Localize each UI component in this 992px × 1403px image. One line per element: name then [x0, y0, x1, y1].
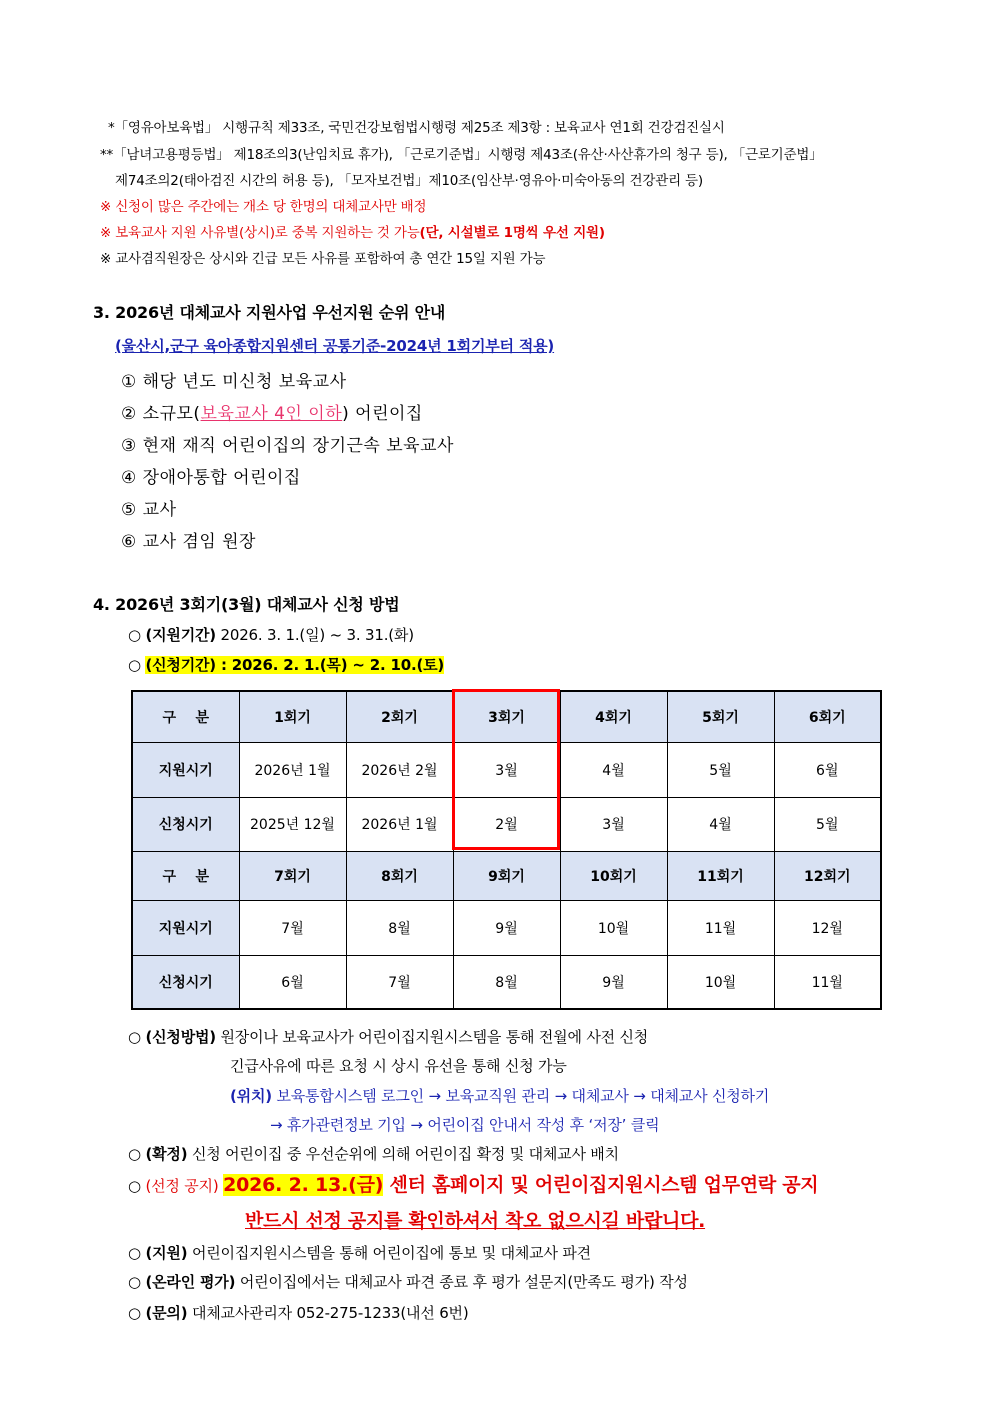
table-cell: 2월 [453, 797, 560, 851]
table-cell: 2026년 1월 [239, 742, 346, 797]
confirm-mark: ○ [128, 1145, 146, 1163]
table-cell: 12회기 [774, 851, 881, 900]
priority-1: ① 해당 년도 미신청 보육교사 [121, 372, 347, 392]
table-cell: 11월 [774, 955, 881, 1009]
note-labor-law: **「남녀고용평등법」 제18조의3(난임치료 휴가), 「근로기준법」시행령 제43조(유산·사산휴가의 청구 등), 「근로기준법」 [100, 147, 823, 163]
note-health-check: *「영유아보육법」 시행규칙 제33조, 국민건강보험법시행령 제25조 제3항 : 보육교사 연1회 건강검진실시 [108, 120, 725, 136]
apply-method-emergency: 긴급사유에 따른 요청 시 상시 유선을 통해 신청 가능 [230, 1057, 567, 1075]
table-cell: 2026년 2월 [346, 742, 453, 797]
table-cell: 10회기 [560, 851, 667, 900]
table-cell: 7월 [239, 900, 346, 955]
table-cell: 9회기 [453, 851, 560, 900]
apply-location-path: 보육통합시스템 로그인 → 보육교직원 관리 → 대체교사 → 대체교사 신청하기 [271, 1087, 770, 1105]
table-cell: 8월 [346, 900, 453, 955]
apply-period-text: (신청기간) : 2026. 2. 1.(목) ~ 2. 10.(토) [145, 656, 445, 674]
table-cell: 5월 [774, 797, 881, 851]
inquiry-label: (문의) [145, 1304, 188, 1322]
support-period-label: (지원기간) [145, 626, 216, 644]
priority-2 [121, 399, 423, 424]
table-cell: 7회기 [239, 851, 346, 900]
notice-label: (선정 공지) [145, 1177, 224, 1195]
table-cell: 4월 [667, 797, 774, 851]
table-cell: 신청시기 [132, 955, 239, 1009]
table-cell: 신청시기 [132, 797, 239, 851]
inquiry-line [128, 1302, 469, 1323]
notice-date: 2026. 2. 13.(금) [223, 1174, 384, 1196]
notice-line [128, 1170, 818, 1197]
priority-2-condition: 보육교사 4인 이하 [200, 404, 343, 424]
table-cell: 12월 [774, 900, 881, 955]
notice-mark: ○ [128, 1177, 146, 1195]
confirm-text: 신청 어린이집 중 우선순위에 의해 어린이집 확정 및 대체교사 배치 [187, 1145, 619, 1163]
section3-subtitle: (울산시,군구 육아종합지원센터 공통기준-2024년 1회기부터 적용) [115, 337, 555, 355]
priority-2-prefix: ② 소규모( [121, 404, 201, 424]
note-weekly-limit: ※ 신청이 많은 주간에는 개소 당 한명의 대체교사만 배정 [100, 199, 427, 215]
priority-4: ④ 장애아통합 어린이집 [121, 468, 301, 488]
table-cell: 2026년 1월 [346, 797, 453, 851]
table-cell: 5회기 [667, 691, 774, 742]
table-cell: 9월 [453, 900, 560, 955]
table-cell: 4회기 [560, 691, 667, 742]
note-director: ※ 교사겸직원장은 상시와 긴급 모든 사유를 포함하여 총 연간 15일 지원 가능 [100, 251, 546, 267]
table-row-apply-2 [132, 955, 881, 1009]
priority-6: ⑥ 교사 겸임 원장 [121, 532, 256, 552]
table-cell: 7월 [346, 955, 453, 1009]
priority-3: ③ 현재 재직 어린이집의 장기근속 보육교사 [121, 436, 454, 456]
evaluation-text: 어린이집에서는 대체교사 파견 종료 후 평가 설문지(만족도 평가) 작성 [235, 1273, 688, 1291]
support-line [128, 1242, 591, 1263]
table-cell: 구 분 [132, 851, 239, 900]
table-cell: 5월 [667, 742, 774, 797]
table-cell: 지원시기 [132, 742, 239, 797]
apply-method-mark: ○ [128, 1028, 146, 1046]
evaluation-line [128, 1271, 688, 1292]
table-cell: 8월 [453, 955, 560, 1009]
table-row-header-2 [132, 851, 881, 900]
support-period [128, 624, 414, 645]
table-cell: 10월 [560, 900, 667, 955]
current-round-highlight-box [452, 689, 560, 850]
note-labor-law-cont: 제74조의2(태아검진 시간의 허용 등), 「모자보건법」제10조(임산부·영유아·미숙아동의 건강관리 등) [115, 173, 703, 189]
table-cell: 3회기 [453, 691, 560, 742]
section4-title: 4. 2026년 3회기(3월) 대체교사 신청 방법 [93, 595, 400, 614]
table-cell: 6월 [239, 955, 346, 1009]
table-cell: 9월 [560, 955, 667, 1009]
apply-location-label: (위치) [230, 1087, 272, 1105]
table-cell: 11월 [667, 900, 774, 955]
table-row-support-2 [132, 900, 881, 955]
table-cell: 10월 [667, 955, 774, 1009]
support-label: (지원) [145, 1244, 188, 1262]
evaluation-label: (온라인 평가) [145, 1273, 236, 1291]
apply-method [128, 1026, 648, 1047]
inquiry-mark: ○ [128, 1304, 146, 1322]
table-cell: 구 분 [132, 691, 239, 742]
note-duplicate [100, 221, 605, 241]
apply-location [230, 1085, 769, 1106]
table-cell: 1회기 [239, 691, 346, 742]
table-cell: 11회기 [667, 851, 774, 900]
support-period-value: 2026. 3. 1.(일) ~ 3. 31.(화) [215, 626, 414, 644]
apply-period [128, 654, 444, 675]
support-mark: ○ [128, 1244, 146, 1262]
table-cell: 6월 [774, 742, 881, 797]
table-cell: 4월 [560, 742, 667, 797]
table-cell: 8회기 [346, 851, 453, 900]
section3-title: 3. 2026년 대체교사 지원사업 우선지원 순위 안내 [93, 303, 446, 322]
notice-text: 센터 홈페이지 및 어린이집지원시스템 업무연락 공지 [383, 1174, 819, 1196]
inquiry-text: 대체교사관리자 052-275-1233(내선 6번) [187, 1304, 469, 1322]
evaluation-mark: ○ [128, 1273, 146, 1291]
apply-method-text: 원장이나 보육교사가 어린이집지원시스템을 통해 전월에 사전 신청 [215, 1028, 649, 1046]
support-text: 어린이집지원시스템을 통해 어린이집에 통보 및 대체교사 파견 [187, 1244, 591, 1262]
support-period-mark: ○ [128, 626, 146, 644]
apply-method-label: (신청방법) [145, 1028, 216, 1046]
priority-5: ⑤ 교사 [121, 500, 177, 520]
note-duplicate-text: ※ 보육교사 지원 사유별(상시)로 중복 지원하는 것 가능 [100, 225, 420, 241]
confirm-line [128, 1143, 619, 1164]
table-cell: 2회기 [346, 691, 453, 742]
apply-location-path-cont: → 휴가관련정보 기입 → 어린이집 안내서 작성 후 ‘저장’ 클릭 [270, 1116, 660, 1134]
confirm-label: (확정) [145, 1145, 188, 1163]
table-cell: 6회기 [774, 691, 881, 742]
apply-period-mark: ○ [128, 656, 146, 674]
table-cell: 3월 [453, 742, 560, 797]
table-cell: 2025년 12월 [239, 797, 346, 851]
table-cell: 3월 [560, 797, 667, 851]
notice-warning: 반드시 선정 공지를 확인하셔서 착오 없으시길 바랍니다. [245, 1210, 706, 1232]
table-cell: 지원시기 [132, 900, 239, 955]
note-duplicate-emphasis: (단, 시설별로 1명씩 우선 지원) [419, 225, 605, 241]
priority-2-suffix: ) 어린이집 [342, 404, 423, 424]
